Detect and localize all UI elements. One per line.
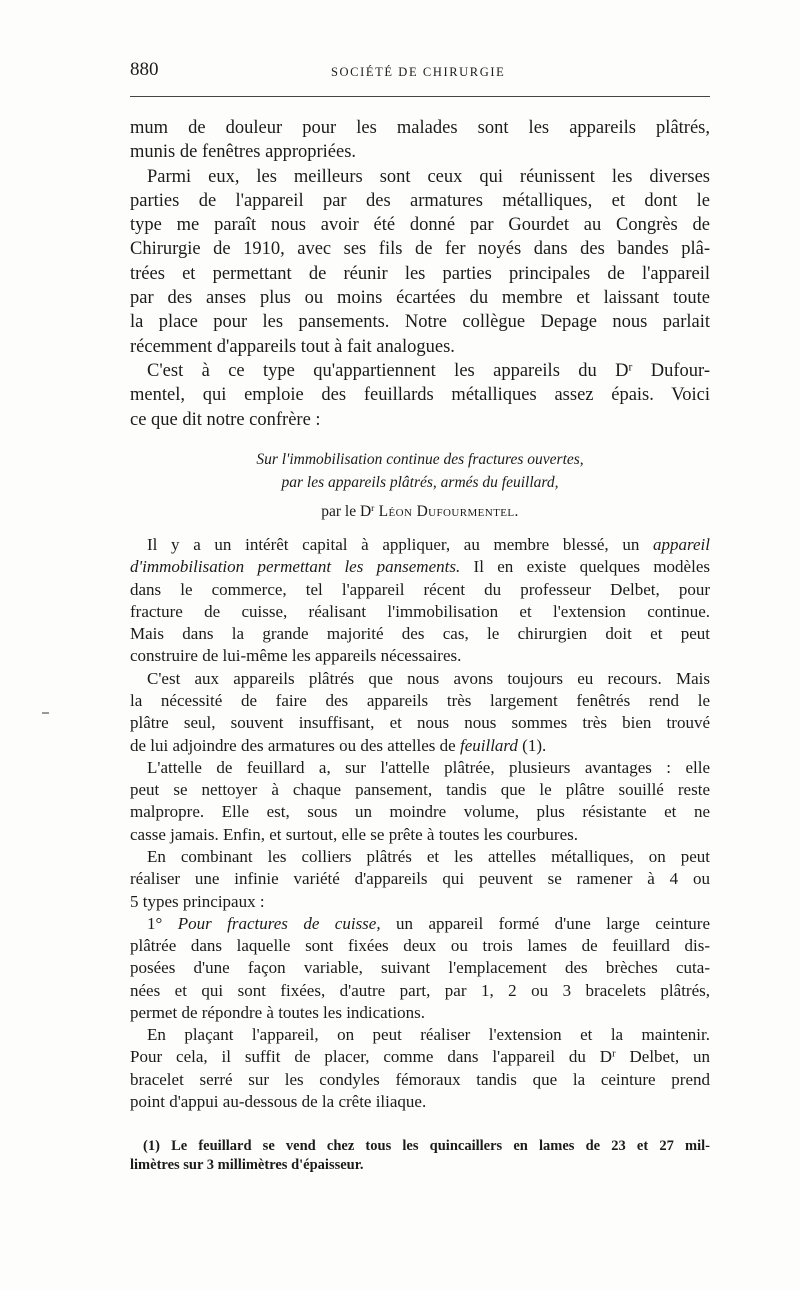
intro-line: [130, 286, 710, 310]
text-run: récemment d'appareils tout à fait analogues.: [130, 336, 455, 357]
article-line: [130, 801, 710, 823]
italic-text: Pour fractures de cuisse,: [177, 913, 381, 933]
text-run: casse jamais. Enfin, et surtout, elle se prête à toutes les courbures.: [130, 824, 578, 844]
article-line: [130, 712, 710, 734]
text-run: permet de répondre à toutes les indications.: [130, 1002, 426, 1022]
line-text: [130, 981, 710, 1000]
italic-text: Sur l'immobilisation continue des fractures ouvertes,: [256, 451, 584, 468]
line-text: [147, 535, 710, 554]
intro-text: [130, 116, 710, 432]
text-run: construire de lui-même les appareils nécessaires.: [130, 646, 462, 666]
line-text: [130, 410, 321, 430]
text-run: Pour cela, il suffit de placer, comme dans l'appareil du D: [130, 1047, 613, 1067]
text-run: un appareil formé d'une large ceinture: [380, 913, 710, 933]
article-line: [130, 757, 710, 779]
text-run: L'attelle de feuillard a, sur l'attelle plâtrée, plusieurs avantages : elle: [147, 757, 710, 777]
text-run: réaliser une infinie variété d'appareils qui peuvent se ramener à 4 ou: [130, 869, 710, 889]
intro-line: [130, 408, 710, 432]
article-line: [130, 1046, 710, 1068]
line-text: [130, 802, 710, 821]
text-run: point d'appui au-dessous de la crête iliaque.: [130, 1092, 427, 1112]
article-line: [130, 779, 710, 801]
text-run: En combinant les colliers plâtrés et les attelles métalliques, on peut: [147, 846, 710, 866]
line-text: [130, 646, 461, 665]
text-run: En plaçant l'appareil, on peut réaliser l'extension et la maintenir.: [147, 1025, 710, 1045]
intro-line: [130, 140, 710, 164]
article-line: [130, 601, 710, 623]
intro-line: [130, 116, 710, 140]
article-line: [130, 868, 710, 890]
line-text: [130, 1003, 425, 1022]
text-run: fracture de cuisse, réalisant l'immobilisation et l'extension continue.: [130, 601, 710, 621]
italic-text: feuillard: [459, 735, 518, 755]
text-run: munis de fenêtres appropriées.: [130, 142, 357, 163]
text-run: bracelet serré sur les condyles fémoraux tandis que la ceinture prend: [130, 1069, 710, 1089]
article-line: [130, 579, 710, 601]
italic-text: d'immobilisation permettant les pansements.: [130, 557, 461, 577]
line-text: [130, 713, 710, 732]
text-run: parties de l'appareil par des armatures métalliques, et dont le: [130, 190, 710, 211]
italic-text: appareil: [653, 535, 710, 554]
line-text: [130, 312, 710, 332]
line-text: [130, 869, 710, 888]
text-run: mum de douleur pour les malades sont les appareils plâtrés,: [130, 118, 710, 138]
line-text: [130, 780, 710, 799]
text-run: la place pour les pansements. Notre collègue Depage nous parlait: [130, 312, 710, 333]
article-line: [130, 980, 710, 1002]
article-line: [130, 935, 710, 957]
text-run: de lui adjoindre des armatures ou des attelles de: [130, 735, 460, 755]
article-line: [130, 1091, 710, 1113]
article-line: [130, 623, 710, 645]
line-text: [130, 958, 710, 977]
text-run: par des anses plus ou moins écartées du membre et laissant toute: [130, 288, 710, 309]
text-run: mentel, qui emploie des feuillards métalliques assez épais. Voici: [130, 385, 710, 406]
title-line: [130, 471, 710, 494]
margin-mark: [42, 712, 49, 714]
text-run: malpropre. Elle est, sous un moindre volume, plus résistante et ne: [130, 802, 710, 822]
intro-line: [130, 262, 710, 286]
line-text: [130, 624, 710, 643]
text-run: Parmi eux, les meilleurs sont ceux qui réunissent les diverses: [147, 166, 710, 187]
text-run: nées et qui sont fixées, d'autre part, par 1, 2 ou 3 bracelets plâtrés,: [130, 980, 710, 1000]
text-run: 5 types principaux :: [130, 891, 265, 911]
line-text: [147, 758, 710, 777]
running-head: SOCIÉTÉ DE CHIRURGIE: [331, 65, 506, 79]
header-rule: [130, 96, 710, 97]
line-text: [130, 892, 265, 911]
line-text: [282, 474, 559, 491]
article-line: [130, 1024, 710, 1046]
title-line: [130, 448, 710, 471]
line-text: [130, 191, 710, 211]
intro-line: [130, 189, 710, 213]
text-run: plâtre seul, souvent insuffisant, et nous nous sommes très bien trouvé: [130, 713, 710, 733]
intro-line: [130, 383, 710, 407]
text-run: par le D: [321, 503, 372, 520]
text-run: (1) Le feuillard se vend chez tous les quincaillers en lames de 23 et 27 mil-: [143, 1138, 710, 1154]
article-line: [130, 824, 710, 846]
line-text: [130, 602, 710, 621]
line-text: [147, 1025, 710, 1044]
line-text: [130, 215, 710, 235]
footnote-line: [130, 1137, 710, 1156]
text-run: ce que dit notre confrère :: [130, 409, 321, 430]
text-run: la nécessité de faire des appareils très largement fenêtrés rend le: [130, 690, 710, 710]
article-line: [130, 957, 710, 979]
page-number: 880: [130, 59, 159, 80]
text-run: Il en existe quelques modèles: [460, 557, 710, 577]
line-text: [256, 451, 583, 468]
article-line: [130, 668, 710, 690]
line-text: [130, 1047, 710, 1066]
text-run: plâtrée dans laquelle sont fixées deux ou trois lames de feuillard dis-: [130, 936, 710, 956]
line-text: [130, 580, 710, 599]
text-run: Chirurgie de 1910, avec ses fils de fer noyés dans des bandes plâ-: [130, 239, 710, 260]
article-line: [130, 556, 710, 578]
line-text: [130, 691, 710, 710]
article-line: [130, 645, 710, 667]
text-run: Il y a un intérêt capital à appliquer, au membre blessé, un: [147, 535, 654, 554]
line-text: [130, 825, 578, 844]
line-text: [130, 385, 710, 405]
text-run: C'est aux appareils plâtrés que nous avons toujours eu recours. Mais: [147, 668, 710, 688]
line-text: [130, 557, 710, 576]
line-text: [130, 1092, 426, 1111]
superscript: r: [628, 361, 633, 374]
article-text: [130, 534, 710, 1113]
line-text: [130, 118, 710, 138]
line-text: [321, 503, 519, 520]
text-run: trées et permettant de réunir les parties principales de l'appareil: [130, 263, 710, 284]
text-run: C'est à ce type qu'appartiennent les appareils du D: [147, 360, 629, 381]
text-run: peut se nettoyer à chaque pansement, tandis que le plâtre souillé reste: [130, 780, 710, 800]
intro-line: [130, 213, 710, 237]
line-text: [147, 847, 710, 866]
line-text: [130, 736, 546, 755]
article-line: [130, 690, 710, 712]
intro-line: [130, 335, 710, 359]
line-text: [130, 1070, 710, 1089]
line-text: [147, 167, 710, 187]
intro-line: [130, 237, 710, 261]
italic-text: par les appareils plâtrés, armés du feuillard,: [281, 474, 559, 491]
text-run: posées d'une façon variable, suivant l'emplacement des brèches cuta-: [130, 958, 710, 978]
text-run: dans le commerce, tel l'appareil récent du professeur Delbet, pour: [130, 579, 710, 599]
text-run: (1).: [517, 735, 547, 755]
footnote: [130, 1137, 710, 1174]
line-text: [130, 1157, 363, 1173]
text-run: Delbet, un: [615, 1047, 710, 1067]
line-text: [147, 914, 710, 933]
line-text: [147, 361, 710, 381]
article-line: [130, 735, 710, 757]
intro-line: [130, 165, 710, 189]
line-text: [130, 264, 710, 284]
article-line: [130, 534, 710, 556]
text-run: type me paraît nous avoir été donné par Gourdet au Congrès de: [130, 215, 710, 236]
article-line: [130, 1069, 710, 1091]
intro-line: [130, 310, 710, 334]
article-line: [130, 1002, 710, 1024]
article-title: [130, 448, 710, 523]
text-run: Dufour-: [632, 360, 710, 381]
intro-line: [130, 359, 710, 383]
superscript: r: [371, 503, 375, 515]
article-line: [130, 846, 710, 868]
line-text: [130, 337, 455, 357]
text-run: limètres sur 3 millimètres d'épaisseur.: [130, 1156, 364, 1173]
title-line: [130, 500, 710, 523]
line-text: [147, 669, 710, 688]
article-line: [130, 913, 710, 935]
line-text: [130, 288, 710, 308]
line-text: [130, 239, 710, 259]
line-text: [130, 936, 710, 955]
footnote-line: [130, 1156, 710, 1175]
line-text: [143, 1138, 710, 1154]
text-run: Mais dans la grande majorité des cas, le chirurgien doit et peut: [130, 624, 710, 644]
superscript: r: [612, 1049, 616, 1061]
small-caps-text: Léon Dufourmentel.: [374, 503, 519, 520]
text-run: 1°: [147, 913, 178, 933]
line-text: [130, 142, 356, 162]
article-line: [130, 891, 710, 913]
